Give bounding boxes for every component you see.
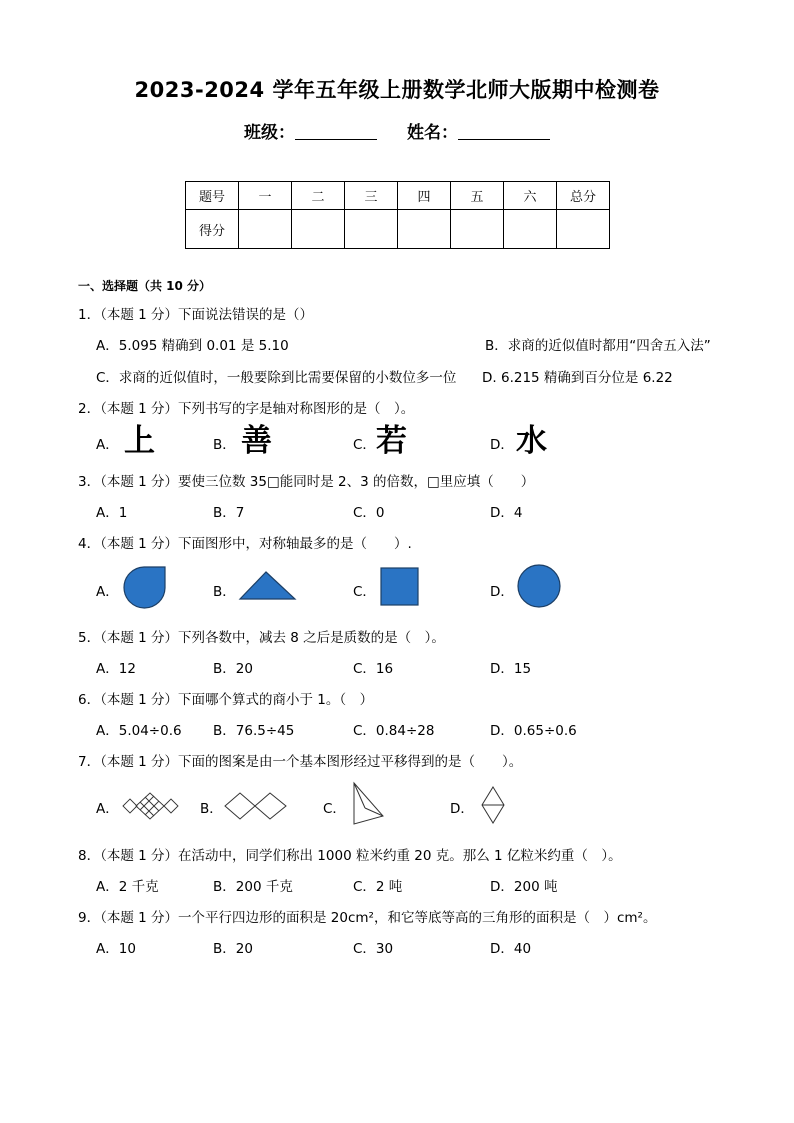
score-header-cell: 四: [398, 182, 451, 210]
option-b[interactable]: B．: [213, 437, 236, 453]
option-d[interactable]: D．40: [490, 941, 532, 957]
score-cell[interactable]: [504, 210, 557, 249]
score-cell[interactable]: [345, 210, 398, 249]
score-table-score-row: [186, 210, 610, 249]
name-blank[interactable]: [458, 121, 550, 140]
option-d[interactable]: D．15: [490, 661, 532, 677]
question-stem: 9．（本题 1 分）一个平行四边形的面积是 20cm²，和它等底等高的三角形的面积是（ ）cm²。: [78, 910, 657, 926]
question-stem: 1．（本题 1 分）下面说法错误的是（）: [78, 307, 314, 323]
option-a[interactable]: A．12: [96, 661, 136, 677]
option-c[interactable]: C．: [353, 584, 376, 600]
option-d[interactable]: D．: [490, 437, 514, 453]
option-c[interactable]: C．求商的近似值时，一般要除到比需要保留的小数位多一位: [96, 370, 457, 386]
section-heading: 一、选择题（共 10 分）: [78, 279, 212, 293]
score-header-cell: 五: [451, 182, 504, 210]
option-d[interactable]: D．4: [490, 505, 523, 521]
split-diamond-icon: [481, 786, 507, 826]
char-image: 善: [241, 423, 272, 459]
option-b[interactable]: B．20: [213, 661, 253, 677]
char-image: 若: [376, 423, 407, 459]
option-b[interactable]: B．20: [213, 941, 253, 957]
score-cell[interactable]: [557, 210, 610, 249]
score-table: [185, 181, 610, 249]
triangle-pattern-icon: [351, 782, 387, 826]
option-a[interactable]: A．10: [96, 941, 136, 957]
option-a[interactable]: A．1: [96, 505, 128, 521]
question-stem: 6．（本题 1 分）下面哪个算式的商小于 1。（ ）: [78, 692, 374, 708]
option-a[interactable]: A．: [96, 584, 119, 600]
option-b[interactable]: B．: [200, 801, 223, 817]
score-cell[interactable]: [451, 210, 504, 249]
question-stem: 7．（本题 1 分）下面的图案是由一个基本图形经过平移得到的是（ ）。: [78, 754, 523, 770]
option-a[interactable]: A．: [96, 801, 119, 817]
option-b[interactable]: B．200 千克: [213, 879, 293, 895]
student-info: [0, 118, 794, 143]
option-a[interactable]: A．5.095 精确到 0.01 是 5.10: [96, 338, 289, 354]
score-cell[interactable]: [398, 210, 451, 249]
name-label: 姓名：: [407, 123, 458, 143]
question-stem: 2．（本题 1 分）下列书写的字是轴对称图形的是（ ）。: [78, 401, 415, 417]
score-table-header-row: [186, 182, 610, 210]
score-cell[interactable]: [292, 210, 345, 249]
class-label: 班级：: [244, 123, 295, 143]
char-image: 水: [516, 423, 547, 459]
option-c[interactable]: C．0.84÷28: [353, 723, 435, 739]
score-header-cell: 题号: [186, 182, 239, 210]
option-b[interactable]: B．: [213, 584, 236, 600]
score-header-cell: 三: [345, 182, 398, 210]
triangle-shape-icon: [239, 571, 297, 601]
question-stem: 8．（本题 1 分）在活动中，同学们称出 1000 粒米约重 20 克。那么 1 亿粒米约重（ ）。: [78, 848, 622, 864]
class-blank[interactable]: [295, 121, 377, 140]
score-cell[interactable]: [239, 210, 292, 249]
option-d[interactable]: D．: [450, 801, 474, 817]
option-c[interactable]: C．30: [353, 941, 394, 957]
option-d[interactable]: D．200 吨: [490, 879, 558, 895]
score-header-cell: 总分: [557, 182, 610, 210]
option-a[interactable]: A．: [96, 437, 119, 453]
score-header-cell: 一: [239, 182, 292, 210]
option-d[interactable]: D．: [490, 584, 514, 600]
option-c[interactable]: C．: [353, 437, 376, 453]
option-c[interactable]: C．: [323, 801, 346, 817]
question-stem: 4．（本题 1 分）下面图形中，对称轴最多的是（ ）.: [78, 536, 412, 552]
char-image: 上: [124, 423, 155, 459]
option-b[interactable]: B．求商的近似值时都用“四舍五入法”: [485, 338, 711, 354]
circle-shape-icon: [517, 564, 561, 608]
option-d[interactable]: D. 6.215 精确到百分位是 6.22: [482, 370, 673, 386]
option-c[interactable]: C．16: [353, 661, 394, 677]
score-header-cell: 六: [504, 182, 557, 210]
score-header-cell: 二: [292, 182, 345, 210]
option-c[interactable]: C．0: [353, 505, 385, 521]
knot-pattern-icon: [122, 792, 180, 820]
square-shape-icon: [380, 567, 420, 607]
question-stem: 5．（本题 1 分）下列各数中，减去 8 之后是质数的是（ ）。: [78, 630, 445, 646]
option-a[interactable]: A．5.04÷0.6: [96, 723, 182, 739]
option-d[interactable]: D．0.65÷0.6: [490, 723, 577, 739]
score-row-label: 得分: [186, 210, 239, 249]
option-b[interactable]: B．76.5÷45: [213, 723, 295, 739]
question-stem: 3．（本题 1 分）要使三位数 35□能同时是 2、3 的倍数，□里应填（ ）: [78, 474, 535, 490]
page-title: 2023-2024 学年五年级上册数学北师大版期中检测卷: [134, 78, 660, 102]
option-c[interactable]: C．2 吨: [353, 879, 403, 895]
option-b[interactable]: B．7: [213, 505, 245, 521]
option-a[interactable]: A．2 千克: [96, 879, 159, 895]
rounded-drop-shape-icon: [123, 566, 167, 610]
double-diamond-icon: [224, 792, 288, 820]
